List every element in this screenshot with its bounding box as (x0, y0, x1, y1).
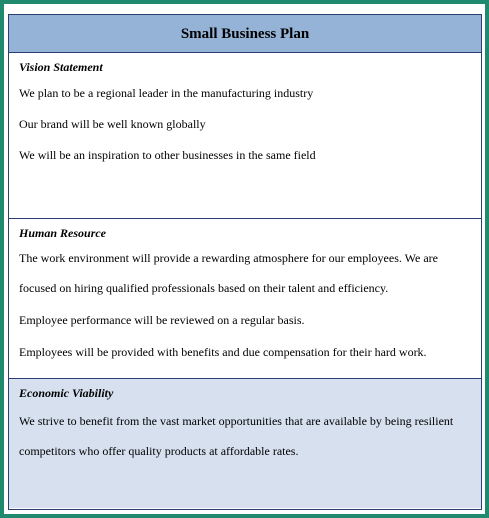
paragraph: The work environment will provide a rewarding atmosphere for our employees. We are focused on hiring qualified professionals based on their talent and efficiency. (19, 251, 439, 295)
section-heading: Vision Statement (19, 60, 103, 74)
paragraph: Employee performance will be reviewed on a regular basis. (19, 313, 305, 327)
section-vision-statement (9, 53, 481, 219)
section-heading: Human Resource (19, 226, 107, 240)
header-row (9, 15, 481, 53)
section-human-resource (9, 219, 481, 379)
paragraph: We plan to be a regional leader in the manufacturing industry (19, 86, 314, 100)
section-economic-viability (9, 379, 481, 508)
paragraph: We will be an inspiration to other businesses in the same field (19, 148, 316, 162)
paragraph: We strive to benefit from the vast market opportunities that are available by being resilient competitors who offer quality products at affordable rates. (19, 414, 454, 458)
paragraph: Our brand will be well known globally (19, 117, 206, 131)
paragraph: Employees will be provided with benefits and due compensation for their hard work. (19, 345, 427, 359)
section-heading: Economic Viability (19, 386, 114, 400)
business-plan-table (8, 14, 482, 510)
page-title: Small Business Plan (180, 26, 310, 42)
